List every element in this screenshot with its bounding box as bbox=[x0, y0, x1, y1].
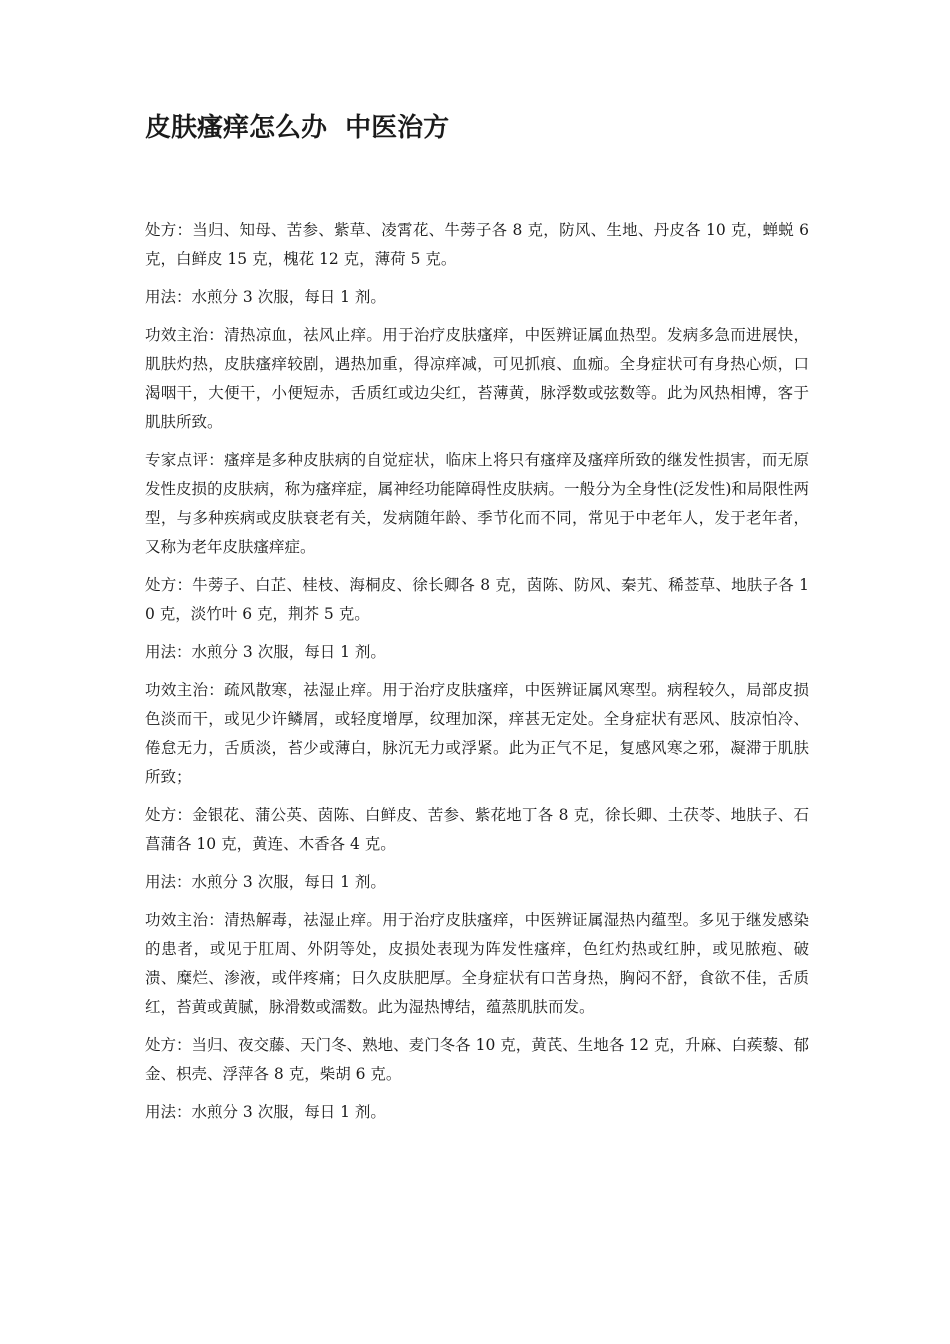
paragraph-prescription-1: 处方：当归、知母、苦参、紫草、凌霄花、牛蒡子各 8 克，防风、生地、丹皮各 10 克，蝉蜕 6 克，白鲜皮 15 克，槐花 12 克，薄荷 5 克。 bbox=[145, 221, 809, 268]
paragraph-efficacy-2: 功效主治：疏风散寒，祛湿止痒。用于治疗皮肤瘙痒，中医辨证属风寒型。病程较久，局部皮损色淡而干，或见少许鳞屑，或轻度增厚，纹理加深，痒甚无定处。全身症状有恶风、肢凉怕冷、倦怠无力，舌质淡，苔少或薄白，脉沉无力或浮紧。此为正气不足，复感风寒之邪，凝滞于肌肤所致； bbox=[145, 681, 809, 786]
paragraph-prescription-3: 处方：金银花、蒲公英、茵陈、白鲜皮、苦参、紫花地丁各 8 克，徐长卿、土茯苓、地肤子、石菖蒲各 10 克，黄连、木香各 4 克。 bbox=[145, 806, 809, 853]
paragraph-usage-4: 用法：水煎分 3 次服，每日 1 剂。 bbox=[145, 1103, 386, 1121]
paragraph-usage-1: 用法：水煎分 3 次服，每日 1 剂。 bbox=[145, 288, 386, 306]
paragraph-efficacy-3: 功效主治：清热解毒，祛湿止痒。用于治疗皮肤瘙痒，中医辨证属湿热内蕴型。多见于继发感染的患者，或见于肛周、外阴等处，皮损处表现为阵发性瘙痒，色红灼热或红肿，或见脓疱、破溃、糜烂、渗液，或伴疼痛；日久皮肤肥厚。全身症状有口苦身热，胸闷不舒，食欲不佳，舌质红，苔黄或黄腻，脉滑数或濡数。此为湿热博结，蕴蒸肌肤而发。 bbox=[145, 911, 809, 1016]
document-title: 皮肤瘙痒怎么办 中医治方 bbox=[145, 113, 450, 143]
paragraph-expert-comment: 专家点评：瘙痒是多种皮肤病的自觉症状，临床上将只有瘙痒及瘙痒所致的继发性损害，而无原发性皮损的皮肤病，称为瘙痒症，属神经功能障碍性皮肤病。一般分为全身性(泛发性)和局限性两型，与多种疾病或皮肤衰老有关，发病随年龄、季节化而不同，常见于中老年人，发于老年者，又称为老年皮肤瘙痒症。 bbox=[145, 451, 809, 556]
paragraph-usage-3: 用法：水煎分 3 次服，每日 1 剂。 bbox=[145, 873, 386, 891]
document-body bbox=[145, 216, 809, 1136]
paragraph-efficacy-1: 功效主治：清热凉血，祛风止痒。用于治疗皮肤瘙痒，中医辨证属血热型。发病多急而进展快，肌肤灼热，皮肤瘙痒较剧，遇热加重，得凉痒减，可见抓痕、血痂。全身症状可有身热心烦，口渴咽干，大便干，小便短赤，舌质红或边尖红，苔薄黄，脉浮数或弦数等。此为风热相博，客于肌肤所致。 bbox=[145, 326, 809, 431]
paragraph-prescription-2: 处方：牛蒡子、白芷、桂枝、海桐皮、徐长卿各 8 克，茵陈、防风、秦艽、稀莶草、地肤子各 10 克，淡竹叶 6 克，荆芥 5 克。 bbox=[145, 576, 809, 623]
paragraph-prescription-4: 处方：当归、夜交藤、天门冬、熟地、麦门冬各 10 克，黄芪、生地各 12 克，升麻、白蒺藜、郁金、枳壳、浮萍各 8 克，柴胡 6 克。 bbox=[145, 1036, 809, 1083]
paragraph-usage-2: 用法：水煎分 3 次服，每日 1 剂。 bbox=[145, 643, 386, 661]
